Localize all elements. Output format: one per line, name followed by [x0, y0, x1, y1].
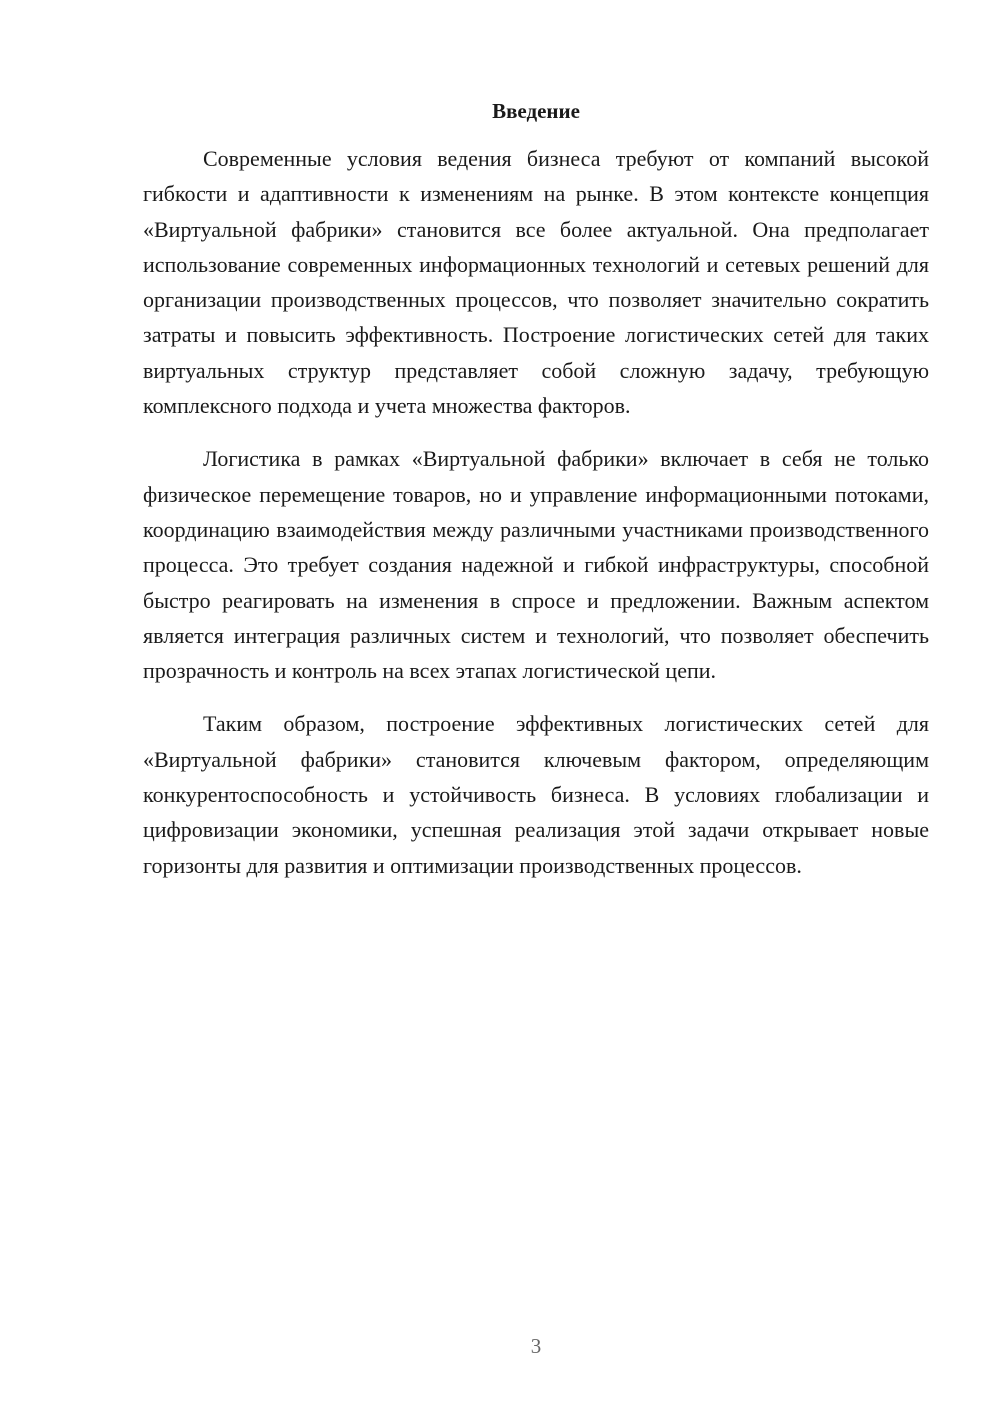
paragraph-2: Логистика в рамках «Виртуальной фабрики» включает в себя не только физическое перемещение товаров, но и управление информационными потоками, координацию взаимодействия между различными участниками производственного процесса. Это требует создания надежной и гибкой инфраструктуры, способной быстро реагировать на изменения в спросе и предложении. Важным аспектом является интеграция различных систем и технологий, что позволяет обеспечить прозрачность и контроль на всех этапах логистической цепи. — [143, 446, 929, 684]
page-title: Введение — [492, 99, 580, 123]
body-text — [143, 141, 929, 901]
paragraph-3: Таким образом, построение эффективных логистических сетей для «Виртуальной фабрики» становится ключевым фактором, определяющим конкурентоспособность и устойчивость бизнеса. В условиях глобализации и цифровизации экономики, успешная реализация этой задачи открывает новые горизонты для развития и оптимизации производственных процессов. — [143, 711, 929, 878]
page-number: 3 — [530, 1334, 542, 1358]
paragraph-1: Современные условия ведения бизнеса требуют от компаний высокой гибкости и адаптивности к изменениям на рынке. В этом контексте концепция «Виртуальной фабрики» становится все более актуальной. Она предполагает использование современных информационных технологий и сетевых решений для организации производственных процессов, что позволяет значительно сократить затраты и повысить эффективность. Построение логистических сетей для таких виртуальных структур представляет собой сложную задачу, требующую комплексного подхода и учета множества факторов. — [143, 146, 929, 419]
